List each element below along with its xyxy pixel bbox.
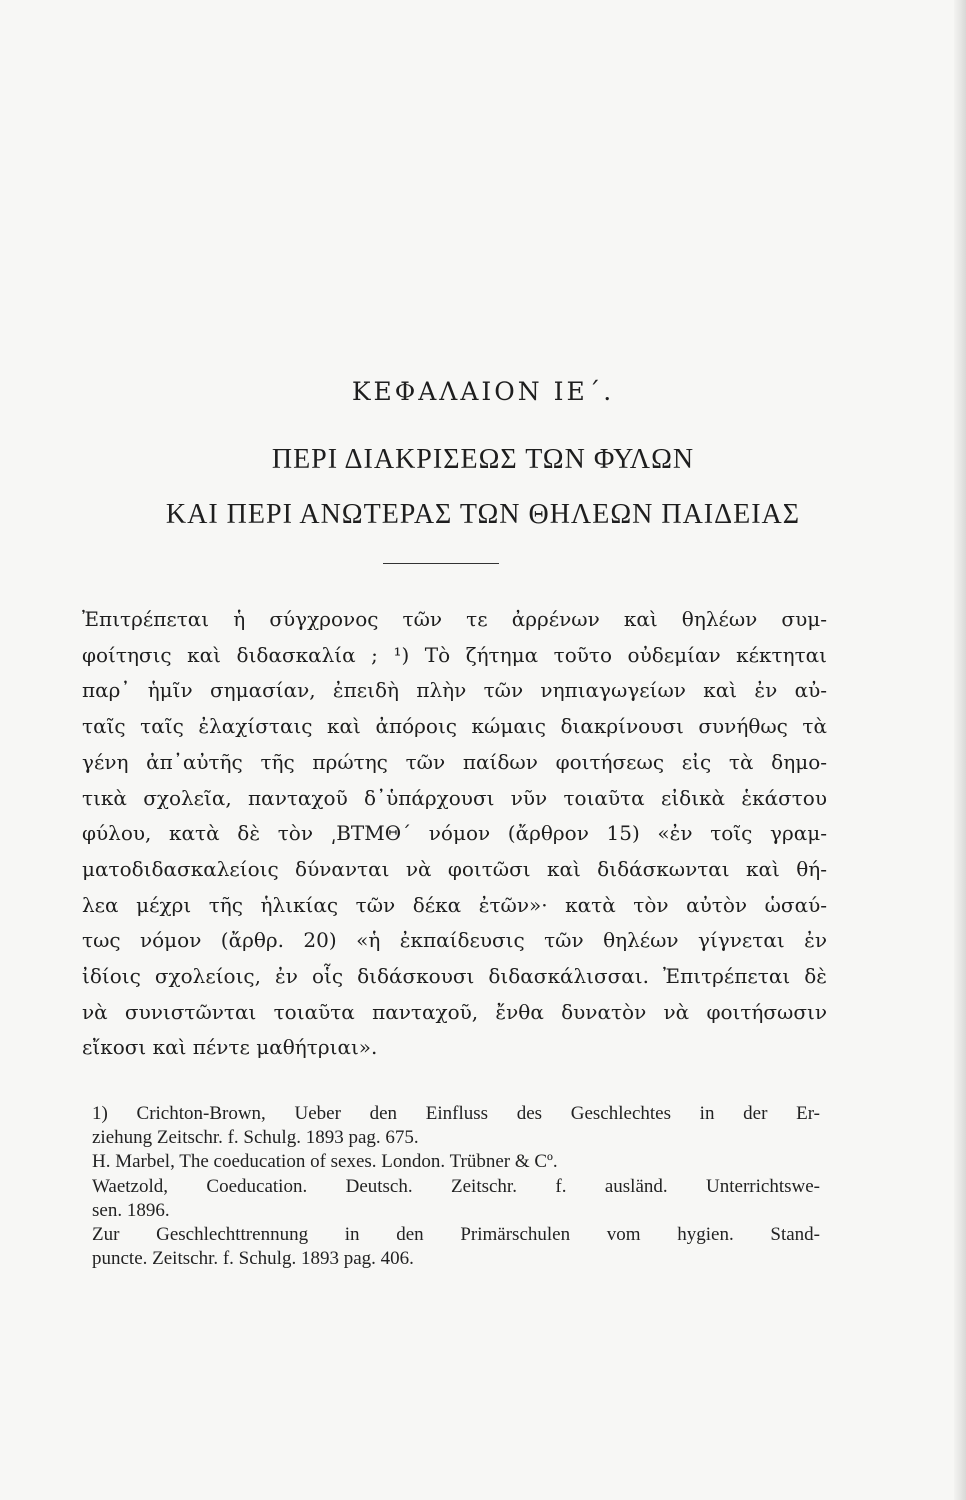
body-line: ματοδιδασκαλείοις δύνανται νὰ φοιτῶσι καὶ διδάσκωνται καὶ θή- — [82, 856, 827, 881]
footnote-line: 1) Crichton-Brown, Ueber den Einfluss des Geschlechtes in der Er- — [92, 1103, 820, 1124]
body-line: τως νόμον (ἄρθρ. 20) «ἡ ἐκπαίδευσις τῶν θηλέων γίγνεται ἐν — [82, 928, 827, 953]
body-line: ταῖς ταῖς ἐλαχίσταις καὶ ἀπόροις κώμαις διακρίνουσι συνήθως τὰ — [82, 714, 827, 739]
body-line: Ἐπιτρέπεται ἡ σύγχρονος τῶν τε ἀρρένων καὶ θηλέων συμ- — [82, 607, 827, 631]
page-spine-shadow — [954, 0, 966, 1500]
footnote-line: Zur Geschlechttrennung in den Primärschulen vom hygien. Stand- — [92, 1224, 820, 1246]
body-line: φοίτησις καὶ διδασκαλία ; ¹) Τὸ ζήτημα τοῦτο οὐδεμίαν κέκτηται — [82, 642, 827, 667]
body-line: ἰδίοις σχολείοις, ἐν οἷς διδάσκουσι διδασκάλισσαι. Ἐπιτρέπεται δὲ — [82, 964, 827, 989]
chapter-title-line-2: ΚΑΙ ΠΕΡΙ ΑΝΩΤΕΡΑΣ ΤΩΝ ΘΗΛΕΩΝ ΠΑΙΔΕΙΑΣ — [165, 499, 801, 530]
body-line: γένη ἀπ᾿αὐτῆς τῆς πρώτης τῶν παίδων φοιτήσεως εἰς τὰ δημο- — [82, 749, 827, 774]
footnotes — [92, 1102, 820, 1271]
body-text — [82, 602, 827, 1066]
body-line: τικὰ σχολεῖα, πανταχοῦ δ᾿ὑπάρχουσι νῦν τοιαῦτα εἰδικὰ ἑκάστου — [82, 785, 827, 810]
footnote-line: Waetzold, Coeducation. Deutsch. Zeitschr. f. ausländ. Unterrichtswe- — [92, 1175, 820, 1197]
body-line: λεα μέχρι τῆς ἡλικίας τῶν δέκα ἐτῶν»· κατὰ τὸν αὐτὸν ὡσαύ- — [82, 892, 827, 917]
body-line: νὰ συνιστῶνται τοιαῦτα πανταχοῦ, ἔνθα δυνατὸν νὰ φοιτήσωσιν — [82, 999, 827, 1024]
footnote-line: puncte. Zeitschr. f. Schulg. 1893 pag. 406. — [92, 1248, 414, 1270]
title-divider — [383, 563, 499, 564]
footnote-line: sen. 1896. — [92, 1199, 170, 1221]
body-line: εἴκοσι καὶ πέντε μαθήτριαι». — [82, 1035, 378, 1060]
body-line: φύλου, κατὰ δὲ τὸν ͵ΒΤΜΘ΄ νόμον (ἄρθρον 15) «ἐν τοῖς γραμ- — [82, 821, 827, 846]
chapter-title-line-1: ΠΕΡΙ ΔΙΑΚΡΙΣΕΩΣ ΤΩΝ ΦΥΛΩΝ — [271, 444, 695, 475]
body-line: παρ᾿ ἡμῖν σημασίαν, ἐπειδὴ πλὴν τῶν νηπιαγωγείων καὶ ἐν αὐ- — [82, 678, 827, 703]
footnote-line: ziehung Zeitschr. f. Schulg. 1893 pag. 675. — [92, 1127, 419, 1149]
footnote-line: H. Marbel, The coeducation of sexes. London. Trübner & Cº. — [92, 1151, 558, 1173]
chapter-heading: ΚΕΦΑΛΑΙΟΝ ΙΕ΄. — [351, 377, 615, 406]
